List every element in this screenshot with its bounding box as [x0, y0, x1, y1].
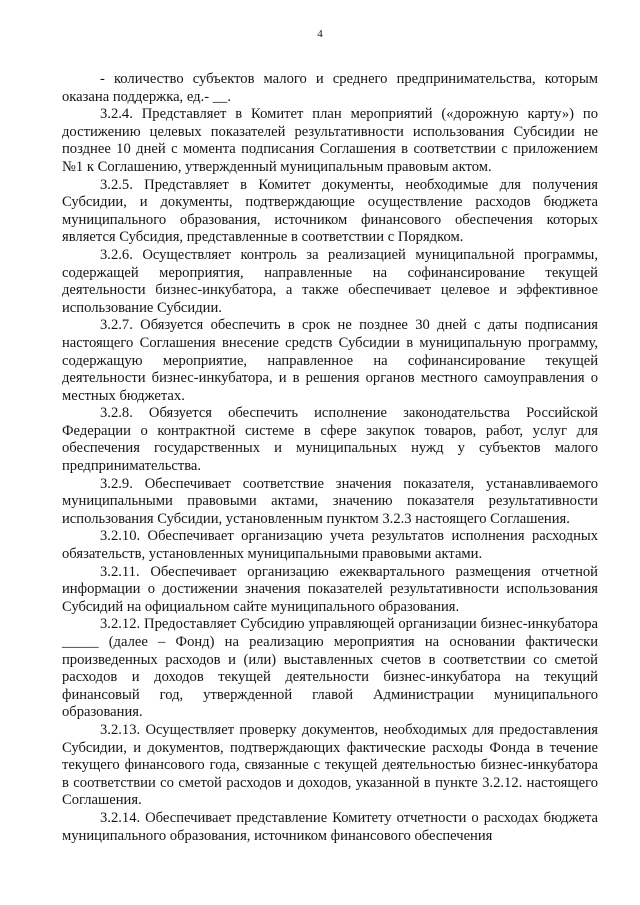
- paragraph-3-2-6: 3.2.6. Осуществляет контроль за реализацией муниципальной программы, содержащей мероприятия, направленные на софинансирование текущей деятельности бизнес-инкубатора, а также обеспечивает целевое и эффективное использование Субсидии.: [62, 246, 598, 316]
- paragraph-3-2-14: 3.2.14. Обеспечивает представление Комитету отчетности о расходах бюджета муниципального образования, источником финансового обеспечения: [62, 809, 598, 844]
- paragraph-quantity-subjects: - количество субъектов малого и среднего предпринимательства, которым оказана поддержка, ед.- __.: [62, 71, 598, 105]
- paragraph-3-2-10: 3.2.10. Обеспечивает организацию учета результатов исполнения расходных обязательств, установленных муниципальными правовыми актами.: [62, 528, 598, 563]
- paragraph-3-2-12: 3.2.12. Предоставляет Субсидию управляющей организации бизнес-инкубатора _____ (далее – Фонд) на реализацию мероприятия на основании фактически произведенных расходов и (или) выставленных счетов в соответствии со сметой расходов и доходов текущей деятельности бизнес-инкубатора на текущий финансовый год, утвержденной главой Администрации муниципального образования.: [62, 616, 598, 721]
- paragraph-3-2-4: 3.2.4. Представляет в Комитет план мероприятий («дорожную карту») по достижению целевых показателей результативности использования Субсидии не позднее 10 дней с момента подписания Соглашения в соответствии с приложением №1 к Соглашению, утвержденный муниципальным правовым актом.: [62, 106, 598, 175]
- paragraph-3-2-5: 3.2.5. Представляет в Комитет документы, необходимые для получения Субсидии, и документы, подтверждающие осуществление расходов бюджета муниципального образования, источником финансового обеспечения которых является Субсидия, представленные в соответствии с Порядком.: [62, 176, 598, 246]
- document-body: [62, 71, 598, 845]
- paragraph-3-2-13: 3.2.13. Осуществляет проверку документов, необходимых для предоставления Субсидии, и документов, подтверждающих фактические расходы Фонда в течение текущего финансового года, связанные с текущей деятельностью бизнес-инкубатора в соответствии со сметой расходов и доходов, указанной в пункте 3.2.12. настоящего Соглашения.: [62, 721, 598, 809]
- paragraph-3-2-7: 3.2.7. Обязуется обеспечить в срок не позднее 30 дней с даты подписания настоящего Соглашения внесение средств Субсидии в муниципальную программу, содержащую мероприятие, направленное на софинансирование текущей деятельности бизнес-инкубатора, и в решения органов местного самоуправления о местных бюджетах.: [62, 317, 598, 404]
- paragraph-3-2-11: 3.2.11. Обеспечивает организацию ежеквартального размещения отчетной информации о достижении значения показателей результативности использования Субсидий на официальном сайте муниципального образования.: [62, 563, 598, 615]
- paragraph-3-2-8: 3.2.8. Обязуется обеспечить исполнение законодательства Российской Федерации о контрактной системе в сфере закупок товаров, работ, услуг для обеспечения государственных и муниципальных нужд у субъектов малого предпринимательства.: [62, 405, 598, 475]
- page-number: 4: [317, 28, 323, 40]
- paragraph-3-2-9: 3.2.9. Обеспечивает соответствие значения показателя, устанавливаемого муниципальными правовыми актами, значению показателя результативности использования Субсидии, установленным пунктом 3.2.3 настоящего Соглашения.: [62, 475, 598, 527]
